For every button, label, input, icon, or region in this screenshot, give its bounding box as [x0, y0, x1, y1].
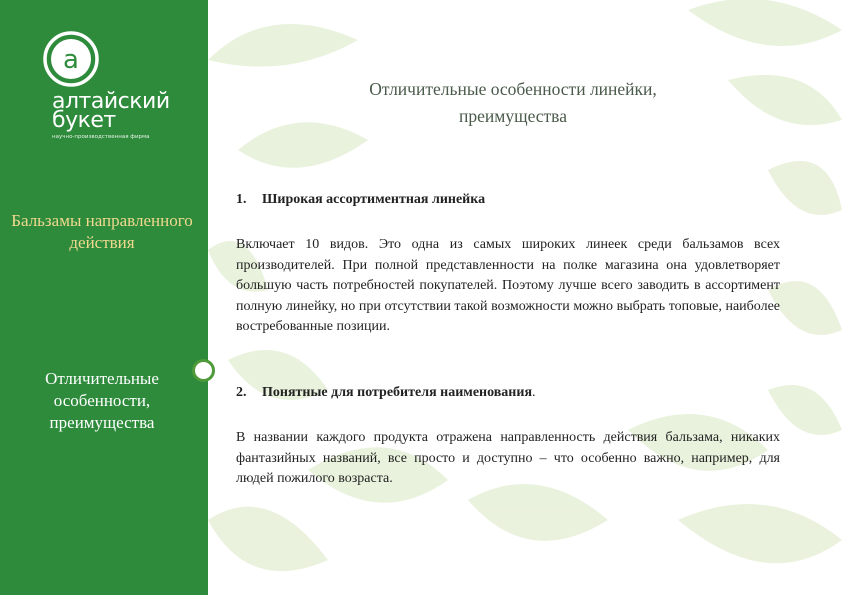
active-section-marker — [192, 359, 215, 382]
logo-a-icon — [42, 30, 100, 88]
section-1-heading: 1. Широкая ассортиментная линейка — [236, 192, 486, 207]
sidebar-item-balms[interactable]: Бальзамы направленного действия — [11, 211, 193, 252]
section-2-text: В названии каждого продукта отражена направленность действия бальзама, никаких фантазийных названий, все просто и доступно – что особенно важно, например, для людей пожилого возраста. — [236, 430, 780, 486]
sidebar-item-advantages[interactable]: Отличительные особенности, преимущества — [45, 369, 159, 432]
section-2-heading: 2. Понятные для потребителя наименования. — [236, 385, 536, 400]
logo-wordmark: алтайский букет — [52, 89, 170, 133]
svg-text:a: a — [63, 45, 79, 75]
logo-tagline: научно-производственная фирма — [52, 134, 150, 140]
company-logo — [40, 30, 190, 150]
sidebar — [0, 0, 208, 595]
page-title: Отличительные особенности линейки, преимущества — [369, 79, 657, 126]
section-1-text: Включает 10 видов. Это одна из самых широких линеек среди бальзамов всех производителей. При полной представленности на полке магазина она удовлетворяет большую часть потребностей покупателей. Поэтому лучше всего заводить в ассортимент полную линейку, но при отсутствии такой возможности можно выбрать топовые, наиболее востребованные позиции. — [236, 237, 780, 334]
